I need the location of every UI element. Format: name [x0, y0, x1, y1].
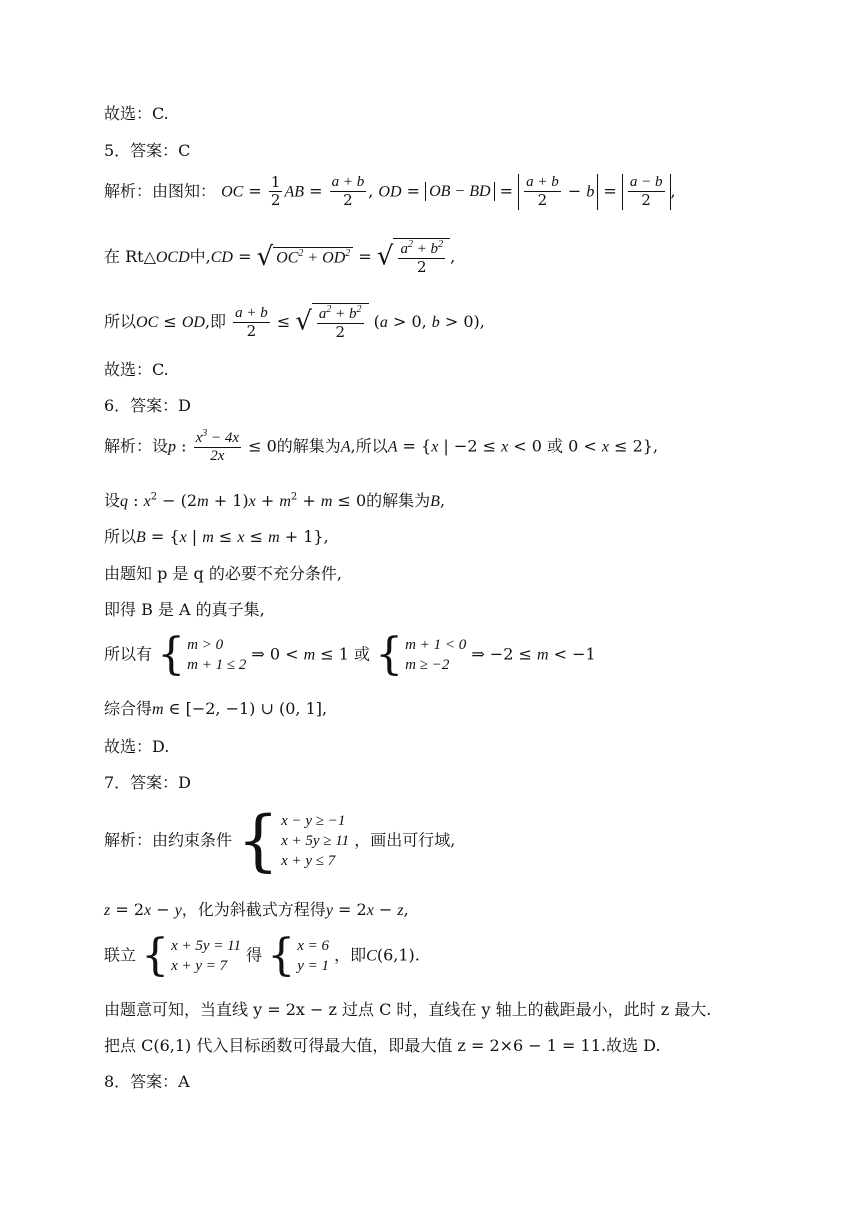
solution-line: 解析：由图知： OC = $\frac{1}{2}$ AB = $\frac{a + b}{2}$ , OD = OB − BD = $\frac{a + b}{2}$ − b = $\frac{a - b}{2}$ ,	[104, 173, 676, 210]
answer-heading-7: 7．答案：D	[104, 773, 192, 792]
solution-line: 所以OC ≤ OD,即 $\frac{a + b}{2}$ ≤ √ $\frac{a^2 + b^2}{2}$ (a > 0, b > 0),	[104, 304, 485, 342]
text-line: 故选：C.	[104, 360, 169, 379]
text-line: 即得 B 是 A 的真子集,	[104, 600, 265, 619]
text-line: 由题意可知，当直线 y = 2x − z 过点 C 时，直线在 y 轴上的截距最小，此时 z 最大.	[104, 1000, 712, 1019]
text-line: 故选：C.	[104, 104, 169, 123]
solution-line: z = 2x − y，化为斜截式方程得y = 2x − z,	[104, 900, 409, 919]
solution-line: 所以B = {x | m ≤ x ≤ m + 1},	[104, 527, 329, 546]
text-line: 故选：D.	[104, 737, 170, 756]
text-line: 把点 C(6,1) 代入目标函数可得最大值，即最大值 z = 2×6 − 1 = 11.故选 D.	[104, 1036, 661, 1055]
solution-line: 综合得m ∈ [−2, −1) ∪ (0, 1],	[104, 699, 328, 718]
text-line: 由题知 p 是 q 的必要不充分条件,	[104, 564, 342, 583]
solution-line: 解析：设p : $\frac{x^3 - 4x}{2x}$ ≤ 0的解集为A,所以A = {x | −2 ≤ x < 0 或 0 < x ≤ 2},	[104, 428, 659, 465]
answer-heading-5: 5．答案：C	[104, 141, 191, 160]
solution-line: 所以有 { m > 0 m + 1 ≤ 2 ⇒ 0 < m ≤ 1 或 { m + 1 < 0 m ≥ −2 ⇒ −2 ≤ m < −1	[104, 629, 596, 680]
answer-heading-6: 6．答案：D	[104, 396, 192, 415]
answer-heading-8: 8．答案：A	[104, 1072, 190, 1091]
solution-line: 解析：由约束条件 { x − y ≥ −1 x + 5y ≥ 11 x + y ≤ 7 ，画出可行域,	[104, 802, 456, 879]
solution-line: 联立 { x + 5y = 11 x + y = 7 得 { x = 6 y = 1 ，即C(6,1).	[104, 930, 420, 981]
solution-line: 设q : $x^2 - (2m + 1)x + m^2 + m \le 0$的解集为B,	[104, 491, 446, 510]
solution-line: 在 Rt△OCD中,CD = √ $OC^2 + OD^2$ = √ $\frac{a^2 + b^2}{2}$ ,	[104, 239, 456, 277]
